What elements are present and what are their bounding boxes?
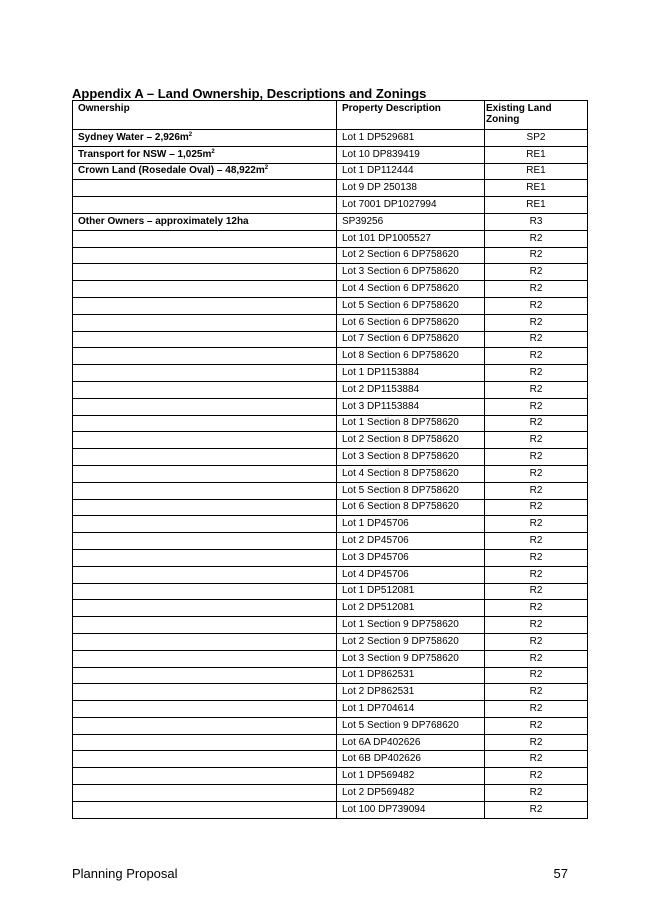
table-row [73, 549, 588, 566]
zoning-cell: R3 [485, 213, 588, 230]
property-description-cell: Lot 6B DP402626 [337, 751, 485, 768]
zoning-cell: R2 [485, 717, 588, 734]
zoning-cell: R2 [485, 701, 588, 718]
zoning-cell: R2 [485, 247, 588, 264]
zoning-cell: RE1 [485, 197, 588, 214]
ownership-cell [73, 230, 337, 247]
property-description-cell: Lot 2 DP569482 [337, 785, 485, 802]
zoning-cell: R2 [485, 566, 588, 583]
ownership-cell [73, 667, 337, 684]
ownership-cell [73, 130, 337, 147]
property-description-cell: Lot 5 Section 6 DP758620 [337, 297, 485, 314]
zoning-cell: R2 [485, 499, 588, 516]
property-description-cell: Lot 2 DP512081 [337, 600, 485, 617]
zoning-cell: R2 [485, 633, 588, 650]
zoning-cell: R2 [485, 583, 588, 600]
ownership-text: Other Owners – approximately 12ha [78, 215, 249, 227]
zoning-cell: R2 [485, 533, 588, 550]
page-title: Appendix A – Land Ownership, Descriptions and Zonings [72, 86, 427, 101]
ownership-cell [73, 348, 337, 365]
ownership-cell [73, 533, 337, 550]
ownership-cell [73, 180, 337, 197]
zoning-cell: R2 [485, 768, 588, 785]
table-row [73, 717, 588, 734]
ownership-cell [73, 314, 337, 331]
zoning-cell: RE1 [485, 146, 588, 163]
property-description-cell: Lot 1 DP704614 [337, 701, 485, 718]
zoning-cell: R2 [485, 801, 588, 818]
ownership-cell [73, 482, 337, 499]
zoning-cell: R2 [485, 365, 588, 382]
area-unit-superscript: 2 [211, 148, 215, 155]
ownership-cell [73, 768, 337, 785]
table-row [73, 297, 588, 314]
ownership-cell [73, 499, 337, 516]
ownership-cell [73, 633, 337, 650]
zoning-cell: R2 [485, 381, 588, 398]
ownership-cell [73, 381, 337, 398]
ownership-cell [73, 583, 337, 600]
table-row [73, 667, 588, 684]
property-description-cell: Lot 1 DP1153884 [337, 365, 485, 382]
property-description-cell: Lot 2 Section 6 DP758620 [337, 247, 485, 264]
ownership-cell [73, 801, 337, 818]
property-description-cell: Lot 3 Section 6 DP758620 [337, 264, 485, 281]
zoning-cell: R2 [485, 230, 588, 247]
table-row [73, 633, 588, 650]
zoning-cell: R2 [485, 281, 588, 298]
table-row [73, 365, 588, 382]
property-description-cell: Lot 8 Section 6 DP758620 [337, 348, 485, 365]
property-description-cell: Lot 101 DP1005527 [337, 230, 485, 247]
ownership-cell [73, 415, 337, 432]
property-description-cell: Lot 4 Section 8 DP758620 [337, 465, 485, 482]
header-existing-land-zoning: Existing Land Zoning [485, 101, 588, 130]
zoning-cell: R2 [485, 650, 588, 667]
ownership-text: Crown Land (Rosedale Oval) – 48,922m [78, 165, 265, 177]
table-row [73, 348, 588, 365]
table-row [73, 516, 588, 533]
table-row [73, 617, 588, 634]
table-row [73, 230, 588, 247]
ownership-cell [73, 785, 337, 802]
table-row [73, 213, 588, 230]
table-row [73, 314, 588, 331]
table-row [73, 499, 588, 516]
table-row [73, 465, 588, 482]
property-description-cell: Lot 1 DP112444 [337, 163, 485, 180]
property-description-cell: SP39256 [337, 213, 485, 230]
property-description-cell: Lot 5 Section 9 DP768620 [337, 717, 485, 734]
ownership-cell [73, 751, 337, 768]
ownership-cell [73, 213, 337, 230]
zoning-cell: R2 [485, 465, 588, 482]
property-description-cell: Lot 1 DP569482 [337, 768, 485, 785]
ownership-cell [73, 650, 337, 667]
property-description-cell: Lot 6A DP402626 [337, 734, 485, 751]
zoning-cell: R2 [485, 684, 588, 701]
property-description-cell: Lot 100 DP739094 [337, 801, 485, 818]
table-row [73, 432, 588, 449]
property-description-cell: Lot 9 DP 250138 [337, 180, 485, 197]
table-row [73, 449, 588, 466]
table-row [73, 163, 588, 180]
zoning-cell: R2 [485, 398, 588, 415]
table-row [73, 533, 588, 550]
zoning-cell: R2 [485, 751, 588, 768]
zoning-cell: R2 [485, 600, 588, 617]
ownership-cell [73, 449, 337, 466]
property-description-cell: Lot 3 DP45706 [337, 549, 485, 566]
ownership-cell [73, 398, 337, 415]
table-row [73, 785, 588, 802]
ownership-cell [73, 163, 337, 180]
zoning-cell: R2 [485, 482, 588, 499]
property-description-cell: Lot 10 DP839419 [337, 146, 485, 163]
ownership-cell [73, 617, 337, 634]
table-row [73, 566, 588, 583]
ownership-cell [73, 566, 337, 583]
land-zoning-table [72, 100, 588, 819]
zoning-cell: R2 [485, 549, 588, 566]
zoning-cell: SP2 [485, 130, 588, 147]
ownership-cell [73, 247, 337, 264]
ownership-cell [73, 600, 337, 617]
zoning-cell: R2 [485, 297, 588, 314]
table-row [73, 650, 588, 667]
footer-page-number: 57 [553, 866, 568, 881]
property-description-cell: Lot 1 DP862531 [337, 667, 485, 684]
property-description-cell: Lot 2 DP1153884 [337, 381, 485, 398]
table-header-row [73, 101, 588, 130]
zoning-cell: R2 [485, 516, 588, 533]
zoning-cell: R2 [485, 348, 588, 365]
footer-document-title: Planning Proposal [72, 866, 178, 881]
zoning-cell: R2 [485, 432, 588, 449]
ownership-cell [73, 331, 337, 348]
property-description-cell: Lot 1 Section 9 DP758620 [337, 617, 485, 634]
ownership-cell [73, 465, 337, 482]
ownership-cell [73, 146, 337, 163]
ownership-cell [73, 684, 337, 701]
header-property-description: Property Description [337, 101, 485, 130]
table-row [73, 701, 588, 718]
zoning-cell: R2 [485, 415, 588, 432]
ownership-cell [73, 281, 337, 298]
zoning-cell: R2 [485, 734, 588, 751]
property-description-cell: Lot 7001 DP1027994 [337, 197, 485, 214]
table-row [73, 600, 588, 617]
property-description-cell: Lot 3 DP1153884 [337, 398, 485, 415]
table-row [73, 751, 588, 768]
zoning-cell: RE1 [485, 163, 588, 180]
zoning-cell: R2 [485, 314, 588, 331]
table-row [73, 801, 588, 818]
table-row [73, 281, 588, 298]
zoning-cell: R2 [485, 785, 588, 802]
table-row [73, 684, 588, 701]
property-description-cell: Lot 3 Section 8 DP758620 [337, 449, 485, 466]
header-ownership: Ownership [73, 101, 337, 130]
table-row [73, 130, 588, 147]
ownership-cell [73, 432, 337, 449]
ownership-cell [73, 197, 337, 214]
ownership-cell [73, 549, 337, 566]
property-description-cell: Lot 4 DP45706 [337, 566, 485, 583]
property-description-cell: Lot 1 DP529681 [337, 130, 485, 147]
table-row [73, 415, 588, 432]
ownership-text: Sydney Water – 2,926m [78, 131, 189, 143]
property-description-cell: Lot 1 DP45706 [337, 516, 485, 533]
property-description-cell: Lot 6 Section 6 DP758620 [337, 314, 485, 331]
property-description-cell: Lot 3 Section 9 DP758620 [337, 650, 485, 667]
property-description-cell: Lot 2 Section 8 DP758620 [337, 432, 485, 449]
zoning-cell: R2 [485, 449, 588, 466]
table-row [73, 180, 588, 197]
table-row [73, 583, 588, 600]
ownership-cell [73, 516, 337, 533]
property-description-cell: Lot 2 DP45706 [337, 533, 485, 550]
zoning-cell: R2 [485, 667, 588, 684]
ownership-cell [73, 717, 337, 734]
property-description-cell: Lot 1 DP512081 [337, 583, 485, 600]
area-unit-superscript: 2 [188, 131, 193, 138]
property-description-cell: Lot 5 Section 8 DP758620 [337, 482, 485, 499]
ownership-cell [73, 734, 337, 751]
property-description-cell: Lot 1 Section 8 DP758620 [337, 415, 485, 432]
ownership-text: Transport for NSW – 1,025m [78, 148, 212, 160]
table-row [73, 247, 588, 264]
table-row [73, 398, 588, 415]
ownership-cell [73, 701, 337, 718]
property-description-cell: Lot 2 DP862531 [337, 684, 485, 701]
zoning-cell: R2 [485, 617, 588, 634]
zoning-cell: R2 [485, 331, 588, 348]
property-description-cell: Lot 6 Section 8 DP758620 [337, 499, 485, 516]
table-row [73, 482, 588, 499]
zoning-cell: RE1 [485, 180, 588, 197]
ownership-cell [73, 264, 337, 281]
property-description-cell: Lot 2 Section 9 DP758620 [337, 633, 485, 650]
table-row [73, 331, 588, 348]
table-row [73, 768, 588, 785]
property-description-cell: Lot 4 Section 6 DP758620 [337, 281, 485, 298]
table-row [73, 734, 588, 751]
area-unit-superscript: 2 [264, 165, 269, 172]
table-row [73, 146, 588, 163]
table-body [73, 130, 588, 819]
table-row [73, 381, 588, 398]
ownership-cell [73, 297, 337, 314]
zoning-cell: R2 [485, 264, 588, 281]
ownership-cell [73, 365, 337, 382]
property-description-cell: Lot 7 Section 6 DP758620 [337, 331, 485, 348]
table-row [73, 264, 588, 281]
table-row [73, 197, 588, 214]
